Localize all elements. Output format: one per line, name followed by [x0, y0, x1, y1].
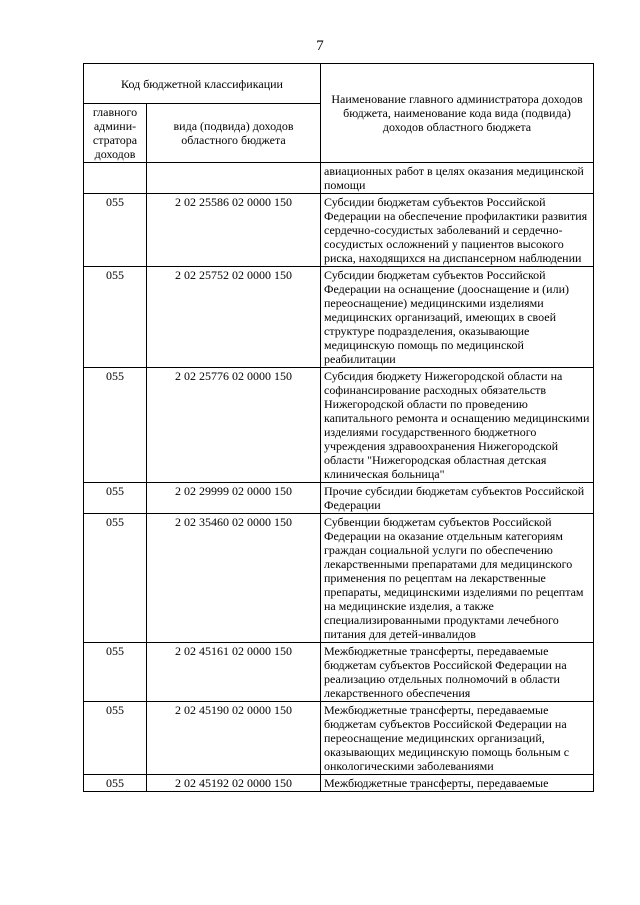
table-row: [84, 163, 594, 194]
income-name-cell: Субсидии бюджетам субъектов Российской Федерации на обеспечение профилактики развития сердечно-сосудистых заболеваний и сердечно-сосудистых осложнений у пациентов высокого риска, находящихся на диспансерном наблюдении: [321, 194, 594, 267]
income-code-cell: 2 02 35460 02 0000 150: [147, 514, 321, 643]
admin-code-cell: 055: [84, 702, 147, 775]
income-name-cell: Прочие субсидии бюджетам субъектов Российской Федерации: [321, 483, 594, 514]
income-name-cell: Межбюджетные трансферты, передаваемые бюджетам субъектов Российской Федерации на реализацию отдельных полномочий в области лекарственного обеспечения: [321, 643, 594, 702]
admin-code-cell: 055: [84, 368, 147, 483]
table-row: [84, 514, 594, 643]
admin-code-cell: 055: [84, 267, 147, 368]
header-classification-code: Код бюджетной классификации: [84, 64, 321, 104]
admin-code-cell: 055: [84, 194, 147, 267]
income-name-cell: Межбюджетные трансферты, передаваемые: [321, 775, 594, 792]
table-row: [84, 702, 594, 775]
table-row: [84, 775, 594, 792]
income-code-cell: 2 02 45161 02 0000 150: [147, 643, 321, 702]
admin-code-cell: 055: [84, 775, 147, 792]
income-code-cell: 2 02 45192 02 0000 150: [147, 775, 321, 792]
budget-classification-table: [83, 63, 594, 792]
header-admin-code: главного админи-стратора доходов: [84, 104, 147, 163]
admin-code-cell: [84, 163, 147, 194]
income-name-cell: Субвенции бюджетам субъектов Российской Федерации на оказание отдельным категориям граждан социальной услуги по обеспечению лекарственными препаратами для медицинского применения по рецептам на лекарственные препараты, медицинскими изделиями по рецептам на медицинские изделия, а также специализированными продуктами лечебного питания для детей-инвалидов: [321, 514, 594, 643]
income-code-cell: 2 02 25776 02 0000 150: [147, 368, 321, 483]
income-name-cell: Субсидия бюджету Нижегородской области на софинансирование расходных обязательств Нижегородской области по проведению капитального ремонта и оснащению медицинскими изделиями государственного бюджетного учреждения здравоохранения Нижегородской области "Нижегородская областная детская клиническая больница": [321, 368, 594, 483]
income-name-cell: Субсидии бюджетам субъектов Российской Федерации на оснащение (дооснащение и (или) переоснащение) медицинскими изделиями медицинских организаций, имеющих в своей структуре подразделения, оказывающие медицинскую помощь по медицинской реабилитации: [321, 267, 594, 368]
header-name: Наименование главного администратора доходов бюджета, наименование кода вида (подвида) доходов областного бюджета: [321, 64, 594, 163]
income-code-cell: 2 02 29999 02 0000 150: [147, 483, 321, 514]
income-code-cell: 2 02 25586 02 0000 150: [147, 194, 321, 267]
table-row: [84, 483, 594, 514]
admin-code-cell: 055: [84, 514, 147, 643]
income-name-cell: Межбюджетные трансферты, передаваемые бюджетам субъектов Российской Федерации на переоснащение медицинских организаций, оказывающих медицинскую помощь больным с онкологическими заболеваниями: [321, 702, 594, 775]
table-row: [84, 643, 594, 702]
table-row: [84, 194, 594, 267]
income-code-cell: 2 02 45190 02 0000 150: [147, 702, 321, 775]
admin-code-cell: 055: [84, 643, 147, 702]
table-row: [84, 368, 594, 483]
income-code-cell: [147, 163, 321, 194]
header-income-code: вида (подвида) доходов областного бюджета: [147, 104, 321, 163]
table-row: [84, 267, 594, 368]
page-number: 7: [316, 38, 324, 54]
income-code-cell: 2 02 25752 02 0000 150: [147, 267, 321, 368]
admin-code-cell: 055: [84, 483, 147, 514]
income-name-cell: авиационных работ в целях оказания медицинской помощи: [321, 163, 594, 194]
